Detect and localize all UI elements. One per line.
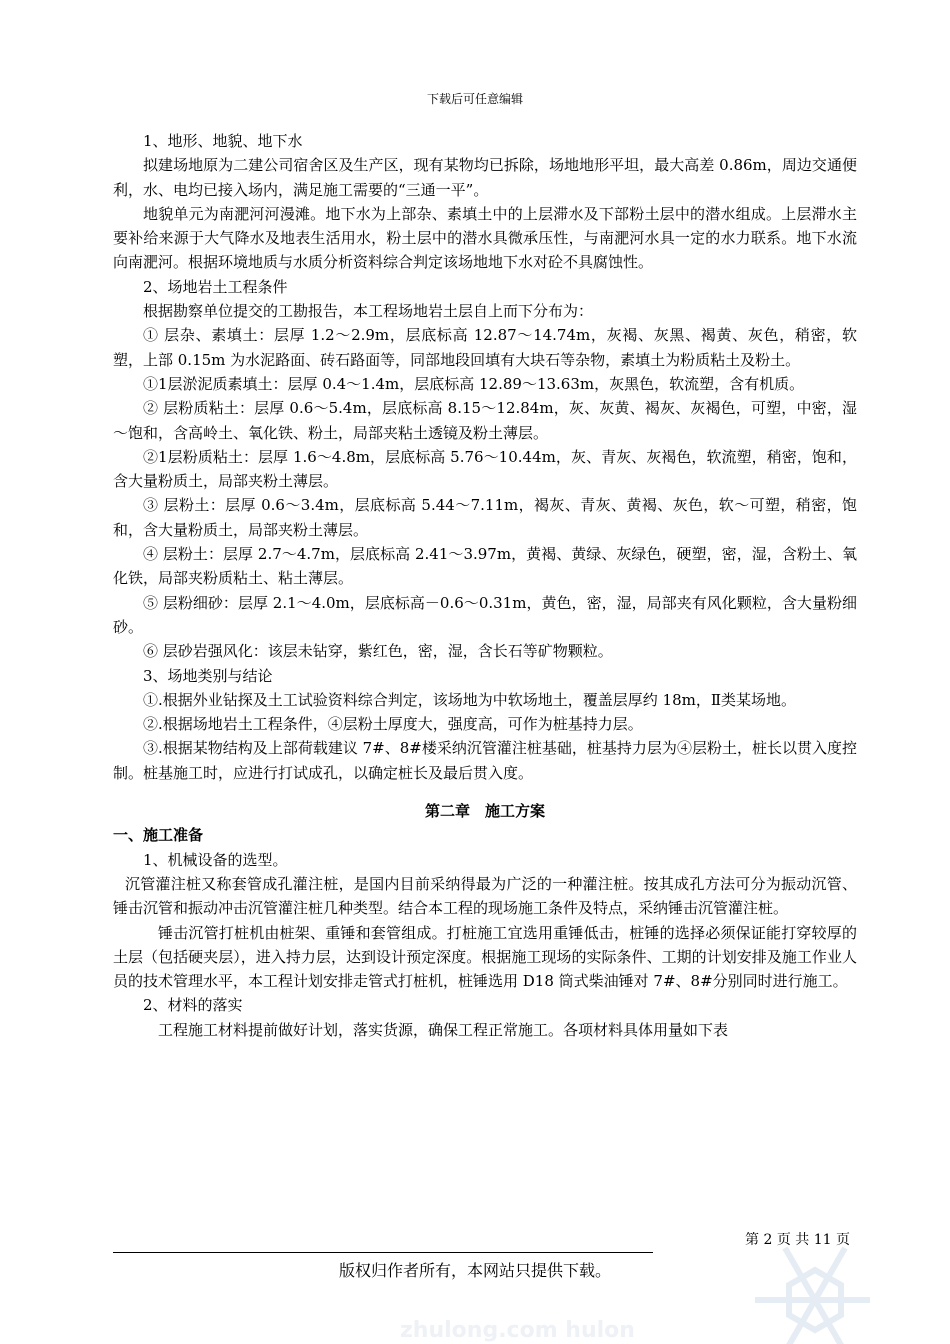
layer-6: ⑥ 层砂岩强风化：该层未钻穿，紫红色，密，湿，含长石等矿物颗粒。 (143, 642, 613, 661)
document-body (113, 129, 857, 1042)
site-watermark: zhulong.com hulon (400, 1318, 635, 1343)
layer-1: ① 层杂、素填土：层厚 1.2～2.9m，层底标高 12.87～14.74m，灰褐、灰黑、褐黄、灰色，稍密，软塑，上部 0.15m 为水泥路面、砖石路面等，同部地段回填有大块石等杂物，素填土为粉质粘土及粉土。 (113, 326, 857, 369)
paragraph: 锤击沉管打桩机由桩架、重锤和套管组成。打桩施工宜选用重锤低击，桩锤的选择必须保证能打穿较厚的土层（包括硬夹层），进入持力层，达到设计预定深度。根据施工现场的实际条件、工期的计划安排及施工作业人员的技术管理水平，本工程计划安排走管式打桩机，桩锤选用 D18 筒式柴油锤对 7#、8#分别同时进行施工。 (113, 923, 857, 991)
layer-4: ④ 层粉土：层厚 2.7～4.7m，层底标高 2.41～3.97m，黄褐、黄绿、灰绿色，硬塑，密，湿，含粉土、氧化铁，局部夹粉质粘土、粘土薄层。 (113, 545, 857, 588)
paragraph: 根据勘察单位提交的工勘报告，本工程场地岩土层自上而下分布为： (143, 302, 594, 321)
copyright-notice: 版权归作者所有，本网站只提供下载。 (338, 1261, 611, 1280)
layer-5: ⑤ 层粉细砂：层厚 2.1～4.0m，层底标高－0.6～0.31m，黄色，密，湿，局部夹有风化颗粒，含大量粉细砂。 (113, 593, 857, 636)
conclusion-2: ②.根据场地岩土工程条件，④层粉土厚度大，强度高，可作为桩基持力层。 (143, 715, 643, 734)
section-heading: 一、施工准备 (113, 826, 204, 845)
paragraph: 沉管灌注桩又称套管成孔灌注桩，是国内目前采纳得最为广泛的一种灌注桩。按其成孔方法可分为振动沉管、锤击沉管和振动冲击沉管灌注桩几种类型。结合本工程的现场施工条件及特点，采纳锤击沉管灌注桩。 (113, 874, 857, 918)
paragraph: 工程施工材料提前做好计划，落实货源，确保工程正常施工。各项材料具体用量如下表 (158, 1020, 729, 1039)
conclusion-3: ③.根据某物结构及上部荷载建议 7#、8#楼采纳沉管灌注桩基础，桩基持力层为④层粉土，桩长以贯入度控制。桩基施工时，应进行打试成孔，以确定桩长及最后贯入度。 (113, 739, 857, 782)
layer-2: ② 层粉质粘土：层厚 0.6～5.4m，层底标高 8.15～12.84m，灰、灰黄、褐灰、灰褐色，可塑，中密，湿～饱和，含高岭土、氧化铁、粉土，局部夹粘土透镜及粉土薄层。 (113, 399, 857, 442)
layer-3: ③ 层粉土：层厚 0.6～3.4m，层底标高 5.44～7.11m，褐灰、青灰、黄褐、灰色，软～可塑，稍密，饱和，含大量粉质土，局部夹粉土薄层。 (113, 496, 857, 539)
heading-geotech: 2、场地岩土工程条件 (143, 277, 288, 296)
heading-terrain: 1、地形、地貌、地下水 (143, 132, 303, 150)
page-header: 下载后可任意编辑 (426, 92, 523, 106)
paragraph: 地貌单元为南淝河河漫滩。地下水为上部杂、素填土中的上层滞水及下部粉土层中的潜水组成。上层滞水主要补给来源于大气降水及地表生活用水，粉土层中的潜水具微承压性，与南淝河水具一定的水力联系。地下水流向南淝河。根据环境地质与水质分析资料综合判定该场地地下水对砼不具腐蚀性。 (113, 204, 857, 272)
heading-conclusion: 3、场地类别与结论 (143, 666, 273, 685)
paragraph: 拟建场地原为二建公司宿舍区及生产区，现有某物均已拆除，场地地形平坦，最大高差 0.86m，周边交通便利，水、电均已接入场内，满足施工需要的“三通一平”。 (113, 156, 857, 199)
footer-divider (113, 1252, 653, 1253)
layer-2-1: ②1层粉质粘土：层厚 1.6～4.8m，层底标高 5.76～10.44m，灰、青灰、灰褐色，软流塑，稍密，饱和，含大量粉质土，局部夹粉土薄层。 (113, 447, 857, 491)
subheading-equipment: 1、机械设备的选型。 (143, 850, 288, 869)
layer-1-1: ①1层淤泥质素填土：层厚 0.4～1.4m，层底标高 12.89～13.63m，灰黑色，软流塑，含有机质。 (143, 374, 805, 393)
conclusion-1: ①.根据外业钻探及土工试验资料综合判定，该场地为中软场地土，覆盖层厚约 18m，Ⅱ类某场地。 (143, 690, 797, 709)
subheading-materials: 2、材料的落实 (143, 996, 243, 1015)
snowflake-watermark-icon (720, 1220, 870, 1344)
chapter-title: 第二章 施工方案 (424, 802, 545, 821)
page-number: 第 2 页 共 11 页 (745, 1232, 850, 1248)
